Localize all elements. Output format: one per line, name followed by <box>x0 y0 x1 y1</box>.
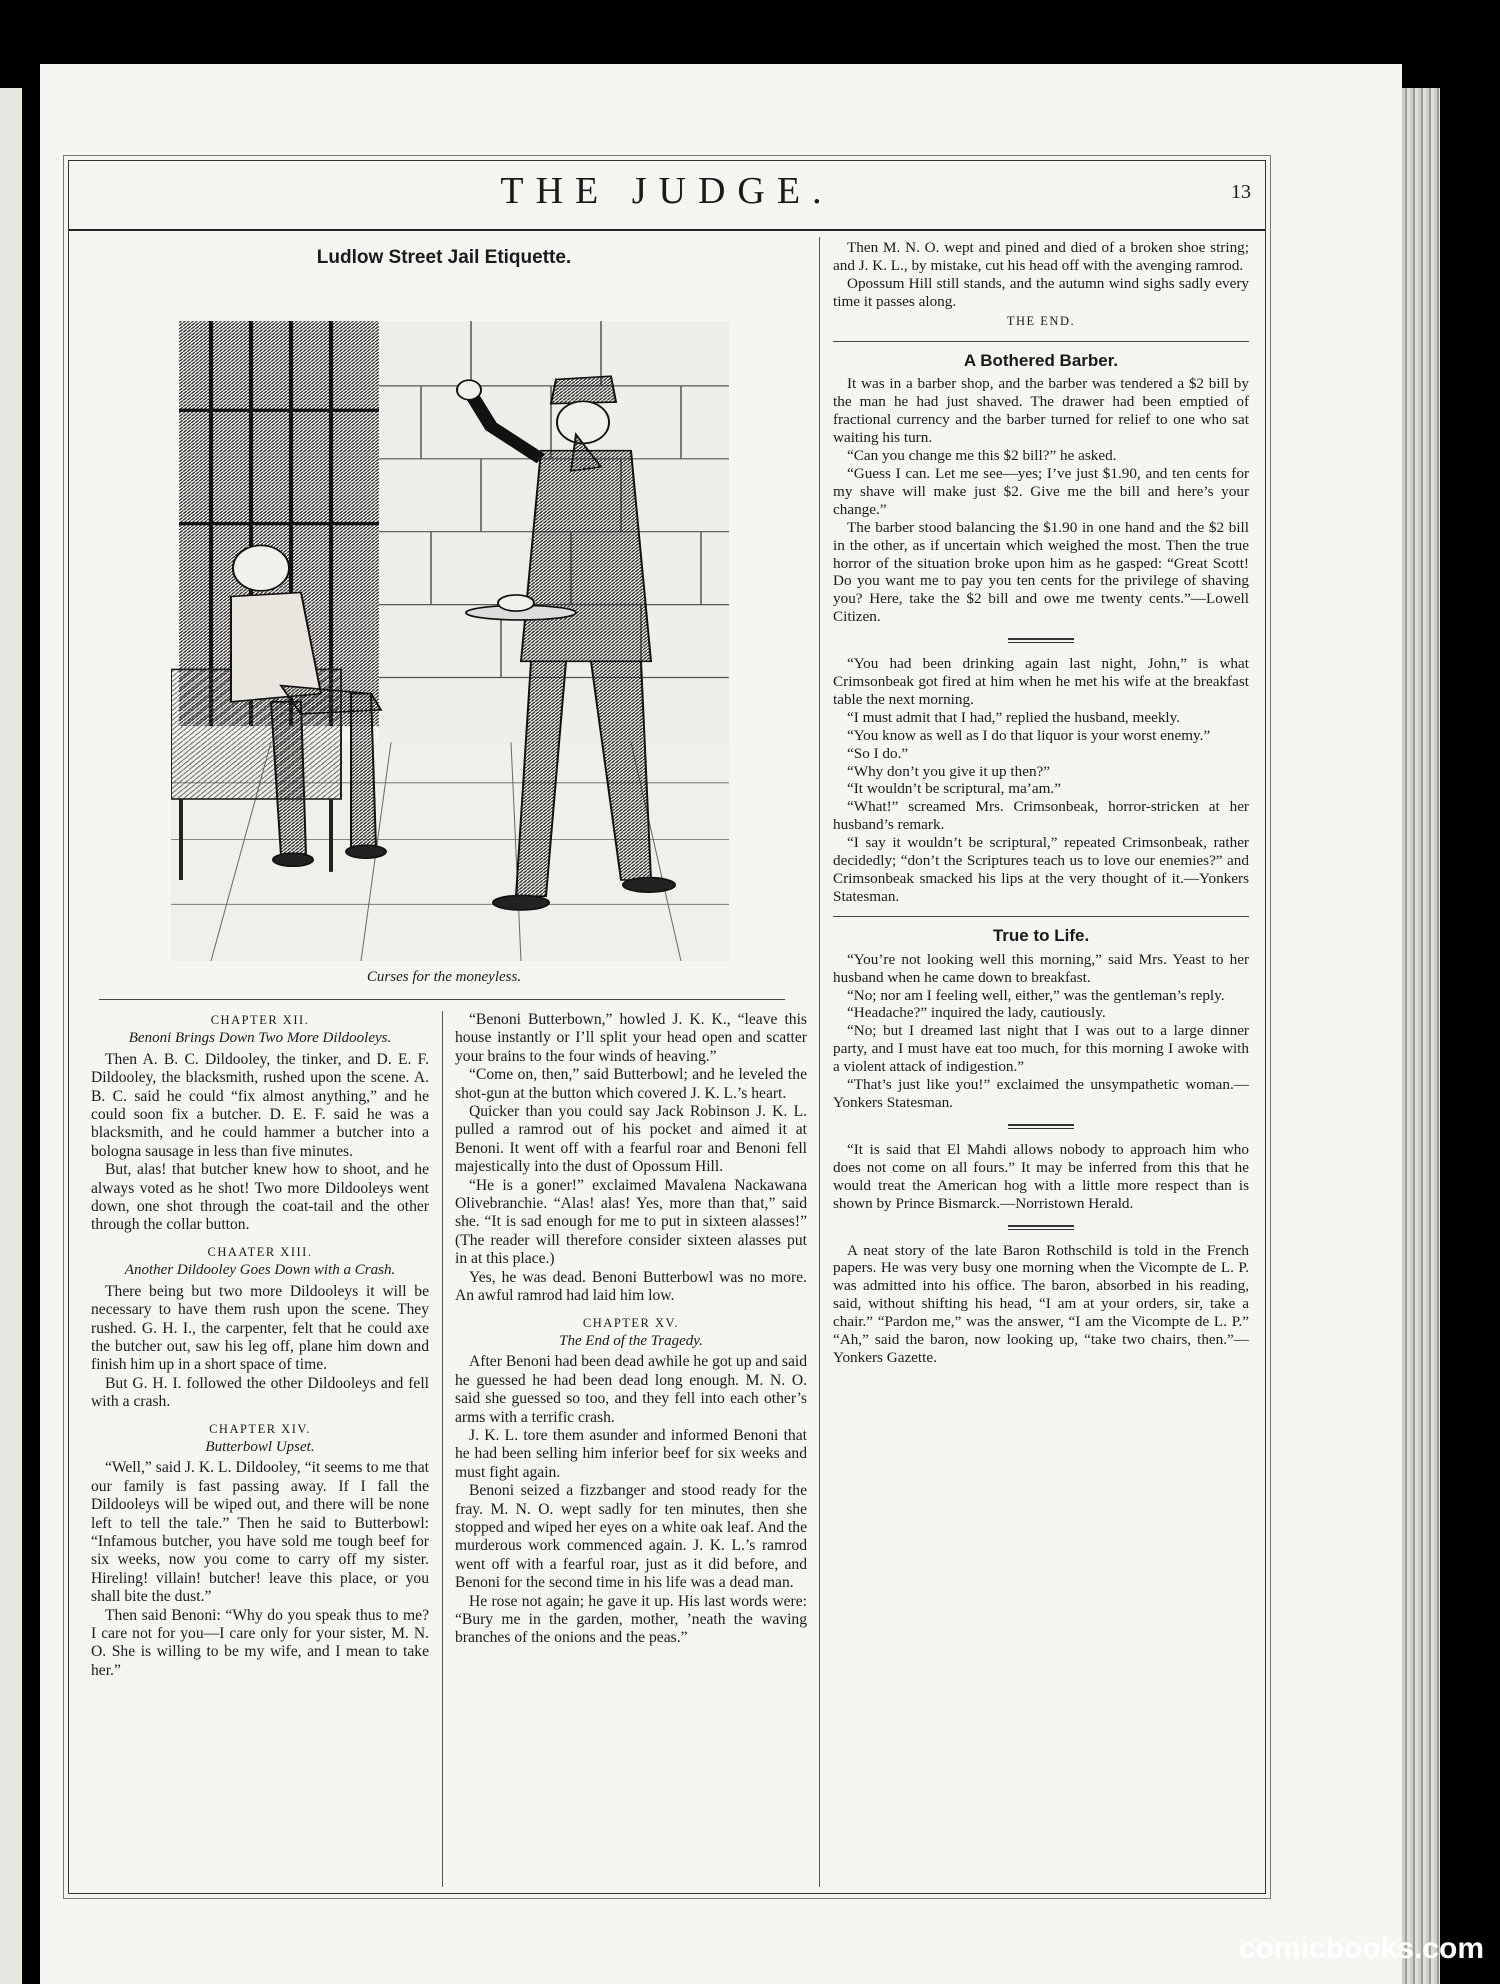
illustration-title: Ludlow Street Jail Etiquette. <box>316 247 572 268</box>
paragraph: But, alas! that butcher knew how to shoot, and he always voted as he shot! Two more Dildooleys went down, one shot through the coat-tail and the other through the collar button. <box>91 1161 429 1234</box>
paragraph: He rose not again; he gave it up. His last words were: “Bury me in the garden, mother, ’neath the waving branches of the onions and the peas.” <box>455 1592 807 1647</box>
jail-illustration <box>171 313 729 961</box>
paragraph: Benoni seized a fizzbanger and stood ready for the fray. M. N. O. wept sadly for ten minutes, then she stopped and wiped her eyes on a white oak leaf. And the murderous work commenced again. J. K. L.’s ramrod went off with a fearful roar, just as it did before, and Benoni for the second time in his life was a dead man. <box>455 1482 807 1592</box>
paragraph: “No; but I dreamed last night that I was out to a large dinner party, and I must have eat too much, for this morning I awoke with a violent attack of indigestion.” <box>833 1022 1249 1076</box>
page-frame <box>68 160 1266 1894</box>
paragraph: But G. H. I. followed the other Dildooleys and fell with a crash. <box>91 1374 429 1411</box>
paragraph: “I say it wouldn’t be scriptural,” repeated Crimsonbeak, rather decidedly; “don’t the Scriptures teach us to love our enemies?” and Crimsonbeak smacked his lips at the very thought of it.—Yonkers Statesman. <box>833 834 1249 905</box>
paragraph: After Benoni had been dead awhile he got up and said he guessed he had been dead long enough. M. N. O. said she guessed so too, and they fell into each other’s arms with a terrific crash. <box>455 1353 807 1426</box>
paragraph: “You know as well as I do that liquor is your worst enemy.” <box>847 726 1211 744</box>
paragraph: “He is a goner!” exclaimed Mavalena Nackawana Olivebranchie. “Alas! alas! Yes, more than that,” said she. “It is sad enough for me to put in sixteen alasses!” (The reader will therefore consider sixteen alasses put in at this place.) <box>455 1176 807 1268</box>
illustration-caption: Curses for the moneyless. <box>366 969 522 985</box>
chapter-14-heading: CHAPTER XIV. <box>209 1421 311 1436</box>
page-number: 13 <box>1231 181 1251 203</box>
the-end-label: THE END. <box>1006 313 1076 328</box>
paragraph: “I must admit that I had,” replied the husband, meekly. <box>847 708 1181 726</box>
double-rule <box>1008 1124 1074 1129</box>
paragraph: “Come on, then,” said Butterbowl; and he leveled the shot-gun at the button which covered J. K. L.’s heart. <box>455 1066 807 1102</box>
chapter-12-subtitle: Benoni Brings Down Two More Dildooleys. <box>128 1030 392 1047</box>
paragraph: “You had been drinking again last night, John,” is what Crimsonbeak got fired at him when he met his wife at the breakfast table the next morning. <box>833 655 1249 708</box>
watermark: comicbooks.com <box>1238 1932 1484 1965</box>
column-3 <box>833 239 1249 1367</box>
paragraph: “Why don’t you give it up then?” <box>847 762 1051 780</box>
chapter-15-subtitle: The End of the Tragedy. <box>559 1332 703 1349</box>
section-rule <box>833 341 1249 342</box>
paragraph: “Headache?” inquired the lady, cautiously. <box>847 1004 1106 1022</box>
paragraph: Then said Benoni: “Why do you speak thus to me? I care not for you—I care only for your sister, M. N. O. She is willing to be my wife, and I mean to take her.” <box>91 1606 429 1679</box>
paragraph: A neat story of the late Baron Rothschild is told in the French papers. He was very busy one morning when the Vicompte de L. P. was admitted into his office. The baron, absorbed in his reading, said, without shifting his head, “I am at your orders, sir, take a chair.” “Pardon me,” was the answer, “I am the Vicompte de L. P.” “Ah,” said the baron, now looking up, “take two chairs, then.”—Yonkers Gazette. <box>833 1241 1249 1366</box>
paragraph: “Can you change me this $2 bill?” he asked. <box>847 447 1117 465</box>
paragraph: “That’s just like you!” exclaimed the unsympathetic woman.—Yonkers Statesman. <box>833 1076 1249 1111</box>
paragraph: It was in a barber shop, and the barber was tendered a $2 bill by the man he had just shaved. The drawer had been emptied of fractional currency and the barber turned for relief to one who sat waiting his turn. <box>833 375 1249 447</box>
paragraph: Opossum Hill still stands, and the autumn wind sighs sadly every time it passes along. <box>833 274 1249 310</box>
paragraph: Yes, he was dead. Benoni Butterbowl was no more. An awful ramrod had laid him low. <box>455 1268 807 1305</box>
paragraph: “So I do.” <box>847 744 909 762</box>
double-rule <box>1008 638 1074 643</box>
column-1 <box>91 1011 429 1680</box>
double-rule <box>1008 1225 1074 1230</box>
paragraph: “No; nor am I feeling well, either,” was the gentleman’s reply. <box>847 986 1225 1004</box>
chapter-14-subtitle: Butterbowl Upset. <box>205 1438 315 1455</box>
chapter-12-heading: CHAPTER XII. <box>210 1013 310 1027</box>
paragraph: “It is said that El Mahdi allows nobody to approach him who does not come on all fours.” It may be inferred from this that he would treat the American hog with a little more respect than is shown by Prince Bismarck.—Norristown Herald. <box>833 1140 1249 1212</box>
header-rule <box>69 229 1265 231</box>
column-rule-left <box>442 1011 443 1887</box>
paragraph: “Guess I can. Let me see—yes; I’ve just $1.90, and ten cents for my shave will make just $2. Give me the bill and here’s your change.” <box>833 464 1249 518</box>
paragraph: Quicker than you could say Jack Robinson J. K. L. pulled a ramrod out of his pocket and aimed it at Benoni. It went off with a fearful roar and Benoni fell majestically into the dust of Opossum Hill. <box>455 1103 807 1176</box>
paragraph: There being but two more Dildooleys it will be necessary to have them rush upon the scene. They rushed. G. H. I., the carpenter, felt that he could axe the butcher out, saw his leg off, plane him down and finish him up in a short space of time. <box>91 1282 429 1374</box>
paragraph: “You’re not looking well this morning,” said Mrs. Yeast to her husband when he came down to breakfast. <box>833 950 1249 986</box>
paragraph: Then A. B. C. Dildooley, the tinker, and D. E. F. Dildooley, the blacksmith, rushed upon the scene. A. B. C. said he could “fix almost anything,” and he could soon fix a butcher. D. E. F. said he was a blacksmith, and he could hammer a butcher into a bologna sausage in less than five minutes. <box>91 1050 429 1160</box>
paragraph: J. K. L. tore them asunder and informed Benoni that he had been selling him inferior beef for six weeks and must fight again. <box>455 1426 807 1481</box>
column-2 <box>455 1011 807 1648</box>
paragraph: “What!” screamed Mrs. Crimsonbeak, horror-stricken at her husband’s remark. <box>833 798 1249 834</box>
article-title-true-to-life: True to Life. <box>992 925 1090 945</box>
paragraph: The barber stood balancing the $1.90 in one hand and the $2 bill in the other, as if uncertain which weighed the most. Then the true horror of the situation broke upon him as he gasped: “Great Scott! Do you want me to pay you ten cents for the privilege of shaving you? Here, take the $2 bill and owe me twenty cents.”—Lowell Citizen. <box>833 518 1249 626</box>
masthead: THE JUDGE. <box>500 170 834 212</box>
chapter-15-heading: CHAPTER XV. <box>582 1315 680 1330</box>
paragraph: “It wouldn’t be scriptural, ma’am.” <box>847 780 1061 798</box>
chapter-13-heading: CHAATER XIII. <box>207 1244 313 1259</box>
column-rule-right <box>819 237 820 1887</box>
illustration-bottom-rule <box>99 999 785 1000</box>
paragraph: “Benoni Butterbown,” howled J. K. K., “leave this house instantly or I’ll split your head open and scatter your brains to the four winds of heaving.” <box>455 1011 807 1065</box>
binding-edge <box>1402 88 1440 1984</box>
article-title-barber: A Bothered Barber. <box>963 350 1119 370</box>
section-rule <box>833 916 1249 917</box>
chapter-13-subtitle: Another Dildooley Goes Down with a Crash. <box>124 1262 396 1279</box>
paragraph: Then M. N. O. wept and pined and died of a broken shoe string; and J. K. L., by mistake, cut his head off with the avenging ramrod. <box>833 239 1249 274</box>
paragraph: “Well,” said J. K. L. Dildooley, “it seems to me that our family is fast passing away. If I fall the Dildooleys will be wiped out, and there will be none left to tell the tale.” Then he said to Butterbowl: “Infamous butcher, you have sold me tough beef for six weeks, now you come to carry off my sister. Hireling! villain! butcher! leave this place, or you shall bite the dust.” <box>91 1459 429 1606</box>
previous-page-edge <box>0 88 22 1984</box>
